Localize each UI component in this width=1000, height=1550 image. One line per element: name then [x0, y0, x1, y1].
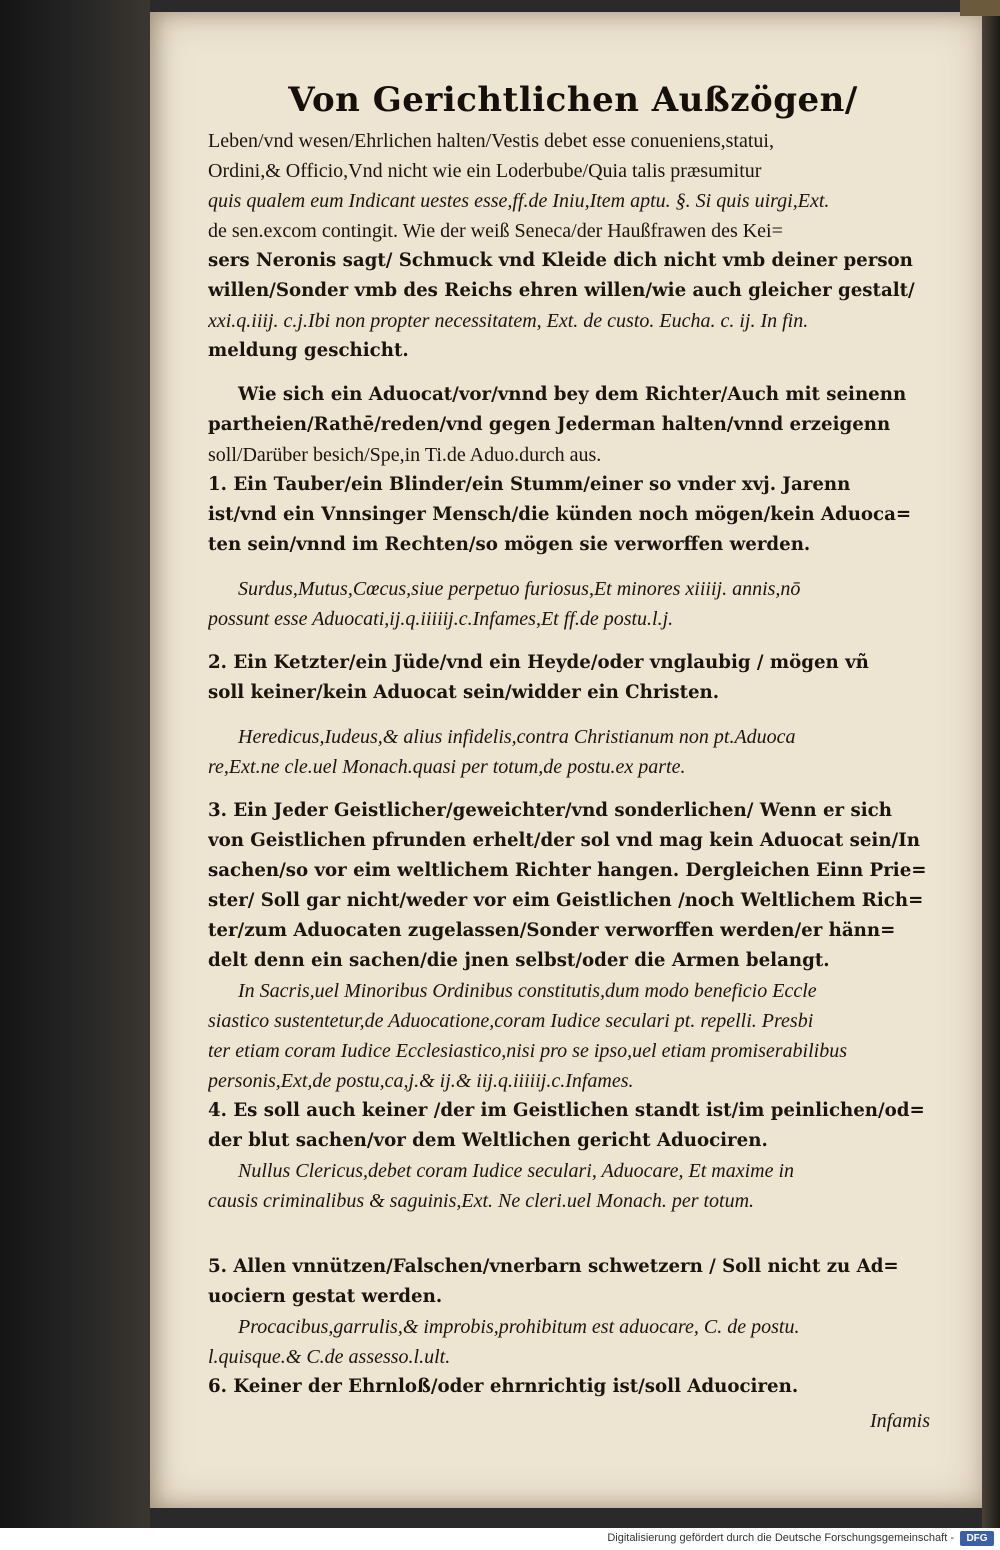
text-line: soll/Darüber besich/Spe,in Ti.de Aduo.durch aus.: [208, 444, 602, 466]
text-line: Ordini,& Officio,Vnd nicht wie ein Loderbube/Quia talis præsumitur: [208, 160, 762, 182]
text-line: siastico sustentetur,de Aduocatione,coram Iudice seculari pt. repelli. Presbi: [208, 1010, 814, 1032]
text-line: von Geistlichen pfrunden erhelt/der sol vnd mag kein Aduocat sein/In: [208, 830, 920, 851]
text-line: 3. Ein Jeder Geistlicher/geweichter/vnd sonderlichen/ Wenn er sich: [208, 800, 892, 821]
text-line: personis,Ext,de postu,ca,j.& ij.& iij.q.iiiiij.c.Infames.: [208, 1070, 634, 1092]
running-head: Von Gerichtlichen Außzögen/: [288, 80, 858, 120]
text-line: possunt esse Aduocati,ij.q.iiiiij.c.Infames,Et ff.de postu.l.j.: [208, 608, 674, 630]
text-line: sers Neronis sagt/ Schmuck vnd Kleide dich nicht vmb deiner person: [208, 250, 913, 271]
text-line: quis qualem eum Indicant uestes esse,ff.de Iniu,Item aptu. §. Si quis uirgi,Ext.: [208, 190, 830, 212]
text-line: 5. Allen vnnützen/Falschen/vnerbarn schwetzern / Soll nicht zu Ad=: [208, 1256, 899, 1277]
text-line: de sen.excom contingit. Wie der weiß Seneca/der Haußfrawen des Kei=: [208, 220, 783, 242]
text-line: In Sacris,uel Minoribus Ordinibus constitutis,dum modo beneficio Eccle: [238, 980, 817, 1002]
line-gap: [208, 782, 938, 796]
funding-notice: Digitalisierung gefördert durch die Deutsche Forschungsgemeinschaft -: [607, 1532, 954, 1544]
line-gap: [208, 634, 938, 648]
line-gap: [208, 366, 938, 380]
line-gap: [208, 708, 938, 722]
text-line: meldung geschicht.: [208, 340, 409, 361]
text-line: der blut sachen/vor dem Weltlichen gericht Aduociren.: [208, 1130, 768, 1151]
text-line: 6. Keiner der Ehrnloß/oder ehrnrichtig ist/soll Aduociren.: [208, 1376, 799, 1397]
text-line: l.quisque.& C.de assesso.l.ult.: [208, 1346, 451, 1368]
text-line: 2. Ein Ketzter/ein Jüde/vnd ein Heyde/oder vnglaubig / mögen vñ: [208, 652, 869, 673]
dfg-logo-icon: DFG: [960, 1531, 994, 1546]
text-line: soll keiner/kein Aduocat sein/widder ein Christen.: [208, 682, 720, 703]
catchword: Infamis: [870, 1410, 930, 1432]
page-corner: [960, 0, 1000, 16]
text-line: ten sein/vnnd im Rechten/so mögen sie verworffen werden.: [208, 534, 811, 555]
text-line: ter/zum Aduocaten zugelassen/Sonder verworffen werden/er hänn=: [208, 920, 896, 941]
text-line: Leben/vnd wesen/Ehrlichen halten/Vestis debet esse conueniens,statui,: [208, 130, 774, 152]
text-line: 4. Es soll auch keiner /der im Geistlichen standt ist/im peinlichen/od=: [208, 1100, 925, 1121]
footer-bar: [0, 1528, 1000, 1550]
line-gap: [208, 560, 938, 574]
text-line: uociern gestat werden.: [208, 1286, 443, 1307]
page-edge: [982, 0, 1000, 1528]
text-line: Wie sich ein Aduocat/vor/vnnd bey dem Richter/Auch mit seinenn: [238, 384, 907, 405]
line-gap: [208, 1216, 938, 1252]
text-line: willen/Sonder vmb des Reichs ehren willen/wie auch gleicher gestalt/: [208, 280, 915, 301]
text-line: Procacibus,garrulis,& improbis,prohibitum est aduocare, C. de postu.: [238, 1316, 800, 1338]
text-line: causis criminalibus & saguinis,Ext. Ne cleri.uel Monach. per totum.: [208, 1190, 755, 1212]
text-line: sachen/so vor eim weltlichem Richter hangen. Dergleichen Einn Prie=: [208, 860, 927, 881]
text-line: xxi.q.iiij. c.j.Ibi non propter necessitatem, Ext. de custo. Eucha. c. ij. In fin.: [208, 310, 809, 332]
page-text: [208, 80, 938, 1436]
text-line: delt denn ein sachen/die jnen selbst/oder die Armen belangt.: [208, 950, 830, 971]
text-line: re,Ext.ne cle.uel Monach.quasi per totum,de postu.ex parte.: [208, 756, 686, 778]
text-line: Surdus,Mutus,Cœcus,siue perpetuo furiosus,Et minores xiiiij. annis,nō: [238, 578, 801, 600]
text-line: partheien/Rathē/reden/vnd gegen Jederman halten/vnnd erzeigenn: [208, 414, 891, 435]
text-line: ist/vnd ein Vnnsinger Mensch/die künden noch mögen/kein Aduoca=: [208, 504, 912, 525]
text-lines: [208, 126, 938, 1402]
text-line: 1. Ein Tauber/ein Blinder/ein Stumm/einer so vnder xvj. Jarenn: [208, 474, 851, 495]
text-line: ster/ Soll gar nicht/weder vor eim Geistlichen /noch Weltlichem Rich=: [208, 890, 924, 911]
book-gutter: [0, 0, 150, 1528]
text-line: Nullus Clericus,debet coram Iudice seculari, Aduocare, Et maxime in: [238, 1160, 795, 1182]
text-line: ter etiam coram Iudice Ecclesiastico,nisi pro se ipso,uel etiam promiserabilibus: [208, 1040, 847, 1062]
text-line: Heredicus,Iudeus,& alius infidelis,contra Christianum non pt.Aduoca: [238, 726, 796, 748]
